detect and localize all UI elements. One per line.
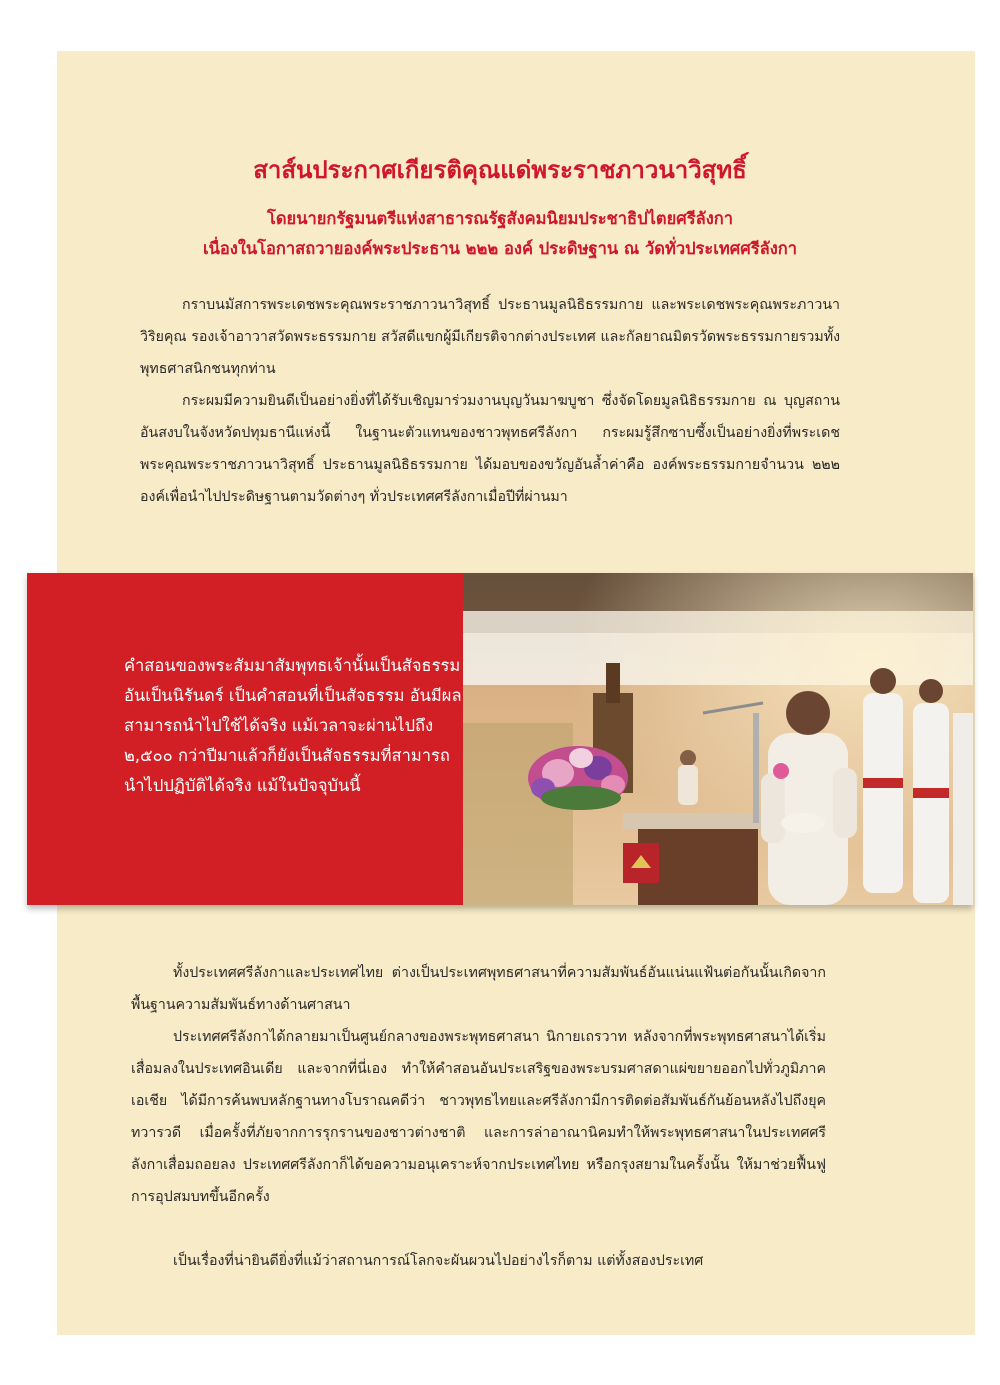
page-subtitle-line1: โดยนายกรัฐมนตรีแห่งสาธารณรัฐสังคมนิยมประชาธิปไตยศรีลังกา bbox=[266, 209, 734, 228]
paragraph-continuation: เป็นเรื่องที่น่ายินดียิ่งที่แม้ว่าสถานการณ์โลกจะผันผวนไปอย่างไรก็ตาม แต่ทั้งสองประเทศ bbox=[173, 1253, 704, 1269]
paragraph-relations: ทั้งประเทศศรีลังกาและประเทศไทย ต่างเป็นประเทศพุทธศาสนาที่ความสัมพันธ์อันแน่นแฟ้นต่อกันนั้นเกิดจากพื้นฐานความสัมพันธ์ทางด้านศาสนา bbox=[131, 965, 826, 1013]
paragraph-history: ประเทศศรีลังกาได้กลายมาเป็นศูนย์กลางของพระพุทธศาสนา นิกายเถรวาท หลังจากที่พระพุทธศาสนาได้เริ่มเสื่อมลงในประเทศอินเดีย และจากที่นี่เอง ทำให้คำสอนอันประเสริฐของพระบรมศาสดาแผ่ขยายออกไปทั่วภูมิภาคเอเชีย ได้มีการค้นพบหลักฐานทางโบราณคดีว่า ชาวพุทธไทยและศรีลังกามีการติดต่อสัมพันธ์กันย้อนหลังไปถึงยุคทวารวดี เมื่อครั้งที่ภัยจากการรุกรานของชาวต่างชาติ และการล่าอาณานิคมทำให้พระพุทธศาสนาในประเทศศรีลังกาเสื่อมถอยลง ประเทศศรีลังกาก็ได้ขอความอนุเคราะห์จากประเทศไทย หรือกรุงสยามในครั้งนั้น ให้มาช่วยฟื้นฟูการอุปสมบทขึ้นอีกครั้ง bbox=[131, 1029, 826, 1205]
pull-quote: คำสอนของพระสัมมาสัมพุทธเจ้านั้นเป็นสัจธรรมอันเป็นนิรันดร์ เป็นคำสอนที่เป็นสัจธรรม อันมีผลสามารถนำไปใช้ได้จริง แม้เวลาจะผ่านไปถึง ๒,๕๐๐ กว่าปีมาแล้วก็ยังเป็นสัจธรรมที่สามารถนำไปปฏิบัติได้จริง แม้ในปัจจุบันนี้ bbox=[124, 656, 462, 795]
page-title: สาส์นประกาศเกียรติคุณแด่พระราชภาวนาวิสุทธิ์ bbox=[253, 156, 747, 184]
ceremony-photo bbox=[463, 573, 973, 905]
quote-box bbox=[27, 573, 463, 905]
page-subtitle-line2: เนื่องในโอกาสถวายองค์พระประธาน ๒๒๒ องค์ ประดิษฐาน ณ วัดทั่วประเทศศรีลังกา bbox=[202, 239, 798, 258]
paragraph-gratitude: กระผมมีความยินดีเป็นอย่างยิ่งที่ได้รับเชิญมาร่วมงานบุญวันมาฆบูชา ซึ่งจัดโดยมูลนิธิธรรมกาย ณ บุญสถานอันสงบในจังหวัดปทุมธานีแห่งนี้ ในฐานะตัวแทนของชาวพุทธศรีลังกา กระผมรู้สึกซาบซึ้งเป็นอย่างยิ่งที่พระเดชพระคุณพระราชภาวนาวิสุทธิ์ ประธานมูลนิธิธรรมกาย ได้มอบของขวัญอันล้ำค่าคือ องค์พระธรรมกายจำนวน ๒๒๒ องค์เพื่อนำไปประดิษฐานตามวัดต่างๆ ทั่วประเทศศรีลังกาเมื่อปีที่ผ่านมา bbox=[140, 393, 840, 505]
quote-band bbox=[27, 573, 973, 905]
paragraph-greeting: กราบนมัสการพระเดชพระคุณพระราชภาวนาวิสุทธิ์ ประธานมูลนิธิธรรมกาย และพระเดชพระคุณพระภาวนาวิริยคุณ รองเจ้าอาวาสวัดพระธรรมกาย สวัสดีแขกผู้มีเกียรติจากต่างประเทศ และกัลยาณมิตรวัดพระธรรมกายรวมทั้งพุทธศาสนิกชนทุกท่าน bbox=[140, 297, 840, 377]
